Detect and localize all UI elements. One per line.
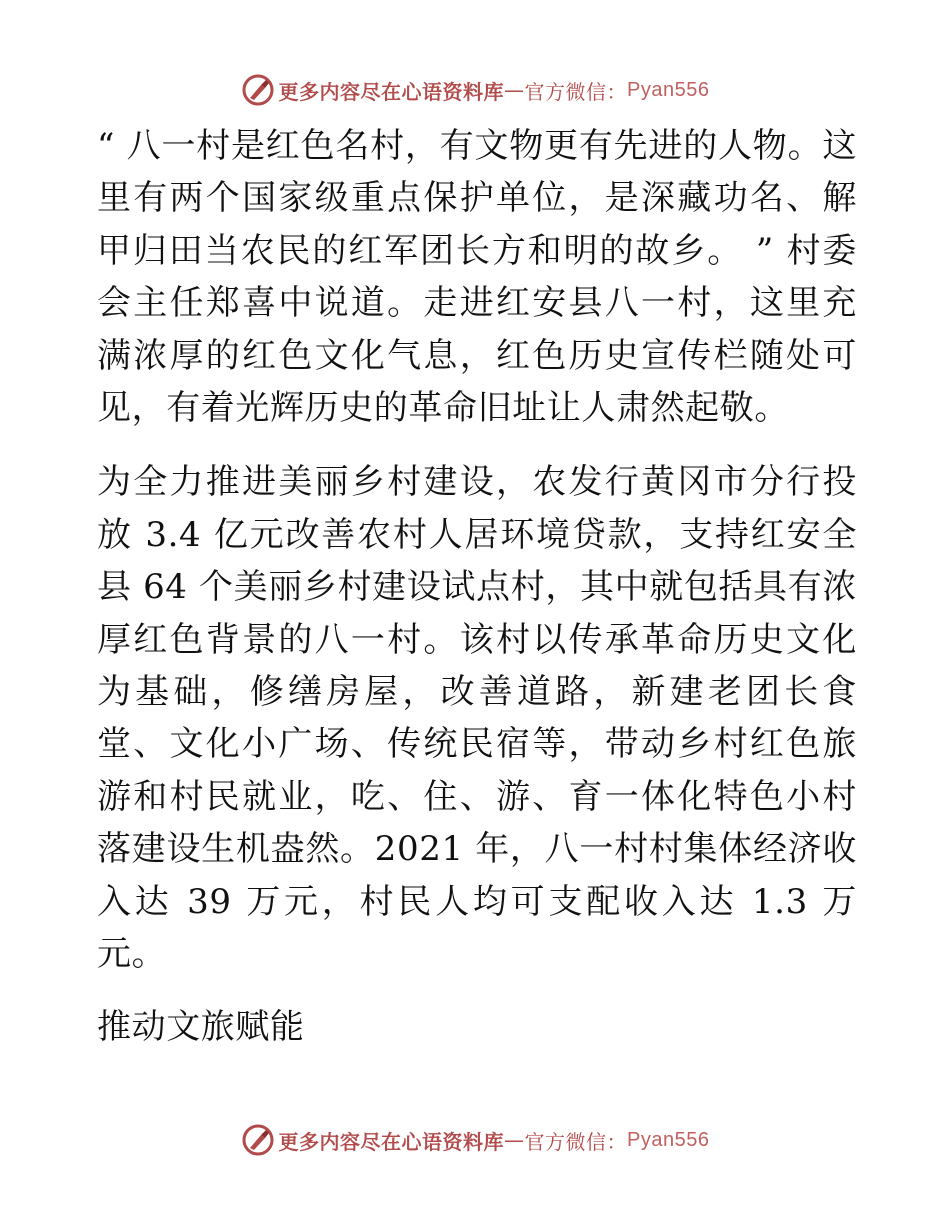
paragraph-1: “ 八一村是红色名村，有文物更有先进的人物。这里有两个国家级重点保护单位，是深藏功名、解甲归田当农民的红军团长方和明的故乡。 ” 村委会主任郑喜中说道。走进红安县八一村，这里充满浓厚的红色文化气息，红色历史宣传栏随处可见，有着光辉历史的革命旧址让人肃然起敬。: [97, 126, 857, 429]
pen-logo-icon: [241, 73, 275, 107]
watermark-wechat-id: Pyan556: [627, 1128, 710, 1151]
footer-watermark-banner: [0, 1120, 950, 1160]
pen-logo-icon: [241, 1123, 275, 1157]
watermark-main-text: 更多内容尽在心语资料库: [278, 1129, 505, 1154]
watermark-wechat-label: 官方微信：: [524, 1129, 628, 1154]
watermark-main-text: 更多内容尽在心语资料库: [278, 79, 505, 104]
paragraph-2: 为全力推进美丽乡村建设，农发行黄冈市分行投放 3.4 亿元改善农村人居环境贷款，支持红安全县 64 个美丽乡村建设试点村，其中就包括具有浓厚红色背景的八一村。该村以传承革命历史文化为基础，修缮房屋，改善道路，新建老团长食堂、文化小广场、传统民宿等，带动乡村红色旅游和村民就业，吃、住、游、育一体化特色小村落建设生机盎然。2021 年，八一村村集体经济收入达 39 万元，村民人均可支配收入达 1.3 万元。: [97, 462, 857, 975]
header-watermark-banner: [0, 70, 950, 110]
watermark-wechat-id: Pyan556: [627, 78, 710, 101]
watermark-dash: —: [504, 78, 525, 102]
document-body: [97, 120, 857, 1053]
section-heading: 推动文旅赋能: [97, 1006, 305, 1047]
watermark-dash: —: [504, 1128, 525, 1152]
watermark-wechat-label: 官方微信：: [524, 79, 628, 104]
